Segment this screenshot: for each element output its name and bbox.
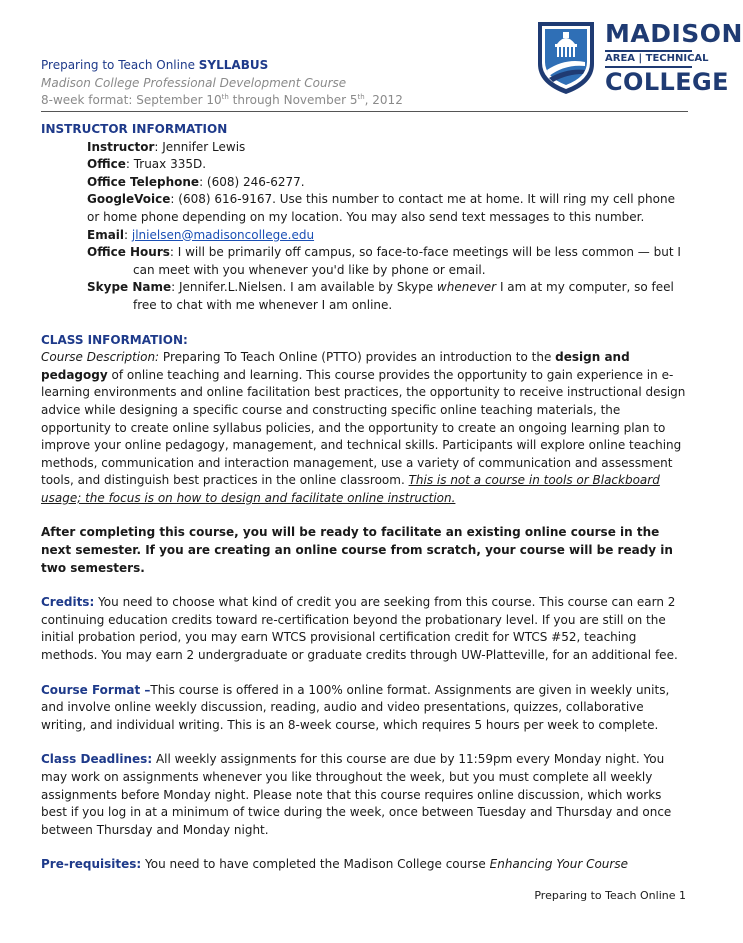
email-link[interactable]: jlnielsen@madisoncollege.edu: [131, 227, 315, 242]
page-footer: Preparing to Teach Online 1: [534, 889, 686, 902]
college-shield-icon: [535, 18, 597, 96]
googlevoice-line: GoogleVoice: (608) 616-9167. Use this number to contact me at home. It will ring my cell phone or home phone depending on my location. You may also send text messages to this number.: [87, 192, 675, 224]
logo-madison-text: MADISON: [605, 19, 743, 48]
header-divider: [41, 111, 688, 112]
spacer: [41, 315, 691, 332]
instructor-section-title: INSTRUCTOR INFORMATION: [41, 122, 228, 136]
after-completing-paragraph: After completing this course, you will be ready to facilitate an existing online course in the next semester. If you are creating an online course from scratch, your course will be ready in two semesters.: [41, 525, 673, 575]
spacer: [41, 577, 691, 594]
spacer: [41, 507, 691, 524]
spacer: [41, 734, 691, 751]
spacer: [41, 839, 691, 856]
class-section-title: CLASS INFORMATION:: [41, 332, 188, 347]
office-hours-line: Office Hours: I will be primarily off campus, so face-to-face meetings will be less common — but I can meet with you whenever you'd like by phone or email.: [87, 245, 681, 277]
credits-paragraph: Credits: You need to choose what kind of credit you are seeking from this course. This course can earn 2 continuing education credits toward re-certification beyond the probationary level. If you are still on the initial probation period, you may earn WTCS provisional certification credit for WTCS #52, teaching methods. You may earn 2 undergraduate or graduate credits through UW-Platteville, for an additional fee.: [41, 595, 678, 663]
course-description: Course Description: Preparing To Teach Online (PTTO) provides an introduction to the design and pedagogy of online teaching and learning. This course provides the opportunity to gain experience in e-learning environments and online facilitation best practices, the opportunity to receive instructional design advice while designing a specific course and constructing specific online teaching materials, the opportunity to create online syllabus policies, and the opportunity to create an ongoing learning plan to improve your online pedagogy, management, and technical skills. Participants will explore online teaching methods, communication and interaction management, use a variety of communication and assessment tools, and distinguish best practices in the online classroom. This is not a course in tools or Blackboard usage; the focus is on how to design and facilitate online instruction.: [41, 350, 686, 505]
logo-area-technical-text: AREA | TECHNICAL: [605, 50, 692, 68]
course-format-paragraph: Course Format –This course is offered in a 100% online format. Assignments are given in weekly units, and involve online weekly discussion, reading, audio and video presentations, quizzes, collaborative writing, and individual writing. This is an 8-week course, which requires 5 hours per week to complete.: [41, 682, 670, 732]
instructor-name-line: Instructor: Jennifer Lewis: [87, 139, 246, 154]
skype-line: Skype Name: Jennifer.L.Nielsen. I am available by Skype whenever I am at my computer, so feel free to chat with me whenever I am online.: [87, 280, 674, 312]
syllabus-body: [41, 121, 691, 874]
office-telephone-line: Office Telephone: (608) 246-6277.: [87, 174, 305, 189]
spacer: [41, 665, 691, 682]
header-dates: 8-week format: September 10th through November 5th, 2012: [41, 93, 403, 107]
header-subtitle: Madison College Professional Development Course: [41, 75, 347, 90]
email-line: Email: jlnielsen@madisoncollege.edu: [87, 227, 315, 242]
class-deadlines-paragraph: Class Deadlines: All weekly assignments for this course are due by 11:59pm every Monday night. You may work on assignments whenever you like throughout the week, but you must complete all weekly assignments before Monday night. Please note that this course requires online discussion, which works best if you log in at a minimum of twice during the week, once between Tuesday and Thursday and once between Thursday and Monday night.: [41, 752, 672, 837]
office-line: Office: Truax 335D.: [87, 157, 207, 172]
header-title: Preparing to Teach Online SYLLABUS: [41, 58, 269, 72]
logo-college-text: COLLEGE: [605, 68, 729, 96]
prerequisites-paragraph: Pre-requisites: You need to have completed the Madison College course Enhancing Your Course: [41, 857, 628, 872]
madison-college-logo: [535, 18, 743, 98]
document-header: [41, 57, 481, 110]
